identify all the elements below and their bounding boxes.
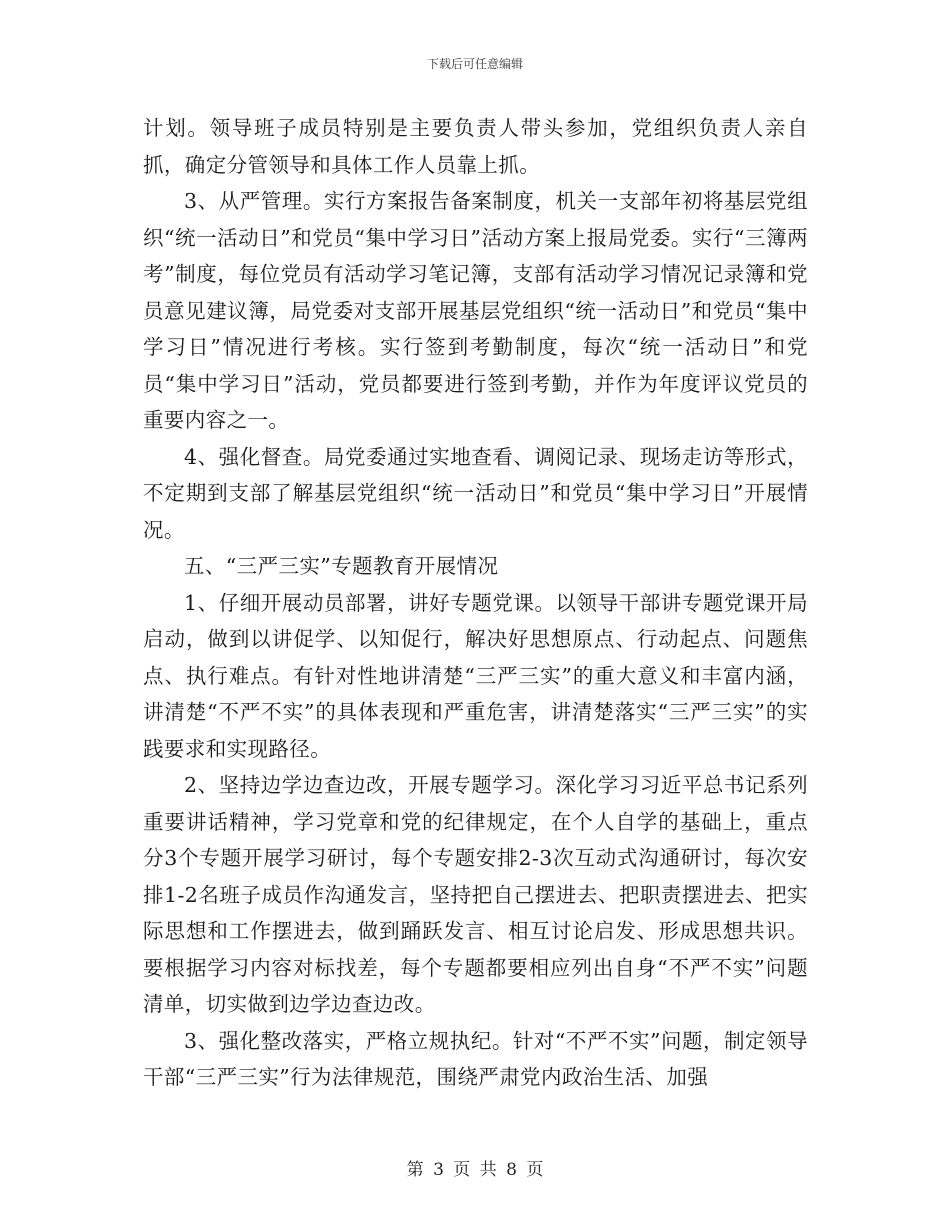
paragraph-continuation: 计划。领导班子成员特别是主要负责人带头参加，党组织负责人亲自抓，确定分管领导和具体工作人员靠上抓。 [143, 116, 808, 177]
document-body [143, 110, 808, 1096]
section-heading-five: 五、“三严三实”专题教育开展情况 [184, 554, 499, 578]
paragraph-strict-management: 3、从严管理。实行方案报告备案制度，机关一支部年初将基层党组织“统一活动日”和党员“集中学习日”活动方案上报局党委。实行“三簿两考”制度，每位党员有活动学习笔记簿，支部有活动学习情况记录簿和党员意见建议簿，局党委对支部开展基层党组织“统一活动日”和党员“集中学习日”情况进行考核。实行签到考勤制度，每次“统一活动日”和党员“集中学习日”活动，党员都要进行签到考勤，并作为年度评议党员的重要内容之一。 [143, 189, 808, 432]
paragraph-rectification: 3、强化整改落实，严格立规执纪。针对“不严不实”问题，制定领导干部“三严三实”行为法律规范，围绕严肃党内政治生活、加强 [143, 1028, 808, 1089]
paragraph-mobilization: 1、仔细开展动员部署，讲好专题党课。以领导干部讲专题党课开局启动，做到以讲促学、以知促行，解决好思想原点、行动起点、问题焦点、执行难点。有针对性地讲清楚“三严三实”的重大意义和丰富内涵，讲清楚“不严不实”的具体表现和严重危害，讲清楚落实“三严三实”的实践要求和实现路径。 [143, 590, 808, 761]
paragraph-study: 2、坚持边学边查边改，开展专题学习。深化学习习近平总书记系列重要讲话精神，学习党章和党的纪律规定，在个人自学的基础上，重点分3个专题开展学习研讨，每个专题安排2-3次互动式沟通研讨，每次安排1-2名班子成员作沟通发言，坚持把自己摆进去、把职责摆进去、把实际思想和工作摆进去，做到踊跃发言、相互讨论启发、形成思想共识。要根据学习内容对标找差，每个专题都要相应列出自身“不严不实”问题清单，切实做到边学边查边改。 [143, 773, 808, 1016]
page-number-footer: 第 3 页 共 8 页 [406, 1160, 544, 1180]
page-header-note: 下载后可任意编辑 [426, 57, 523, 71]
paragraph-supervision: 4、强化督查。局党委通过实地查看、调阅记录、现场走访等形式，不定期到支部了解基层党组织“统一活动日”和党员“集中学习日”开展情况。 [143, 444, 808, 542]
